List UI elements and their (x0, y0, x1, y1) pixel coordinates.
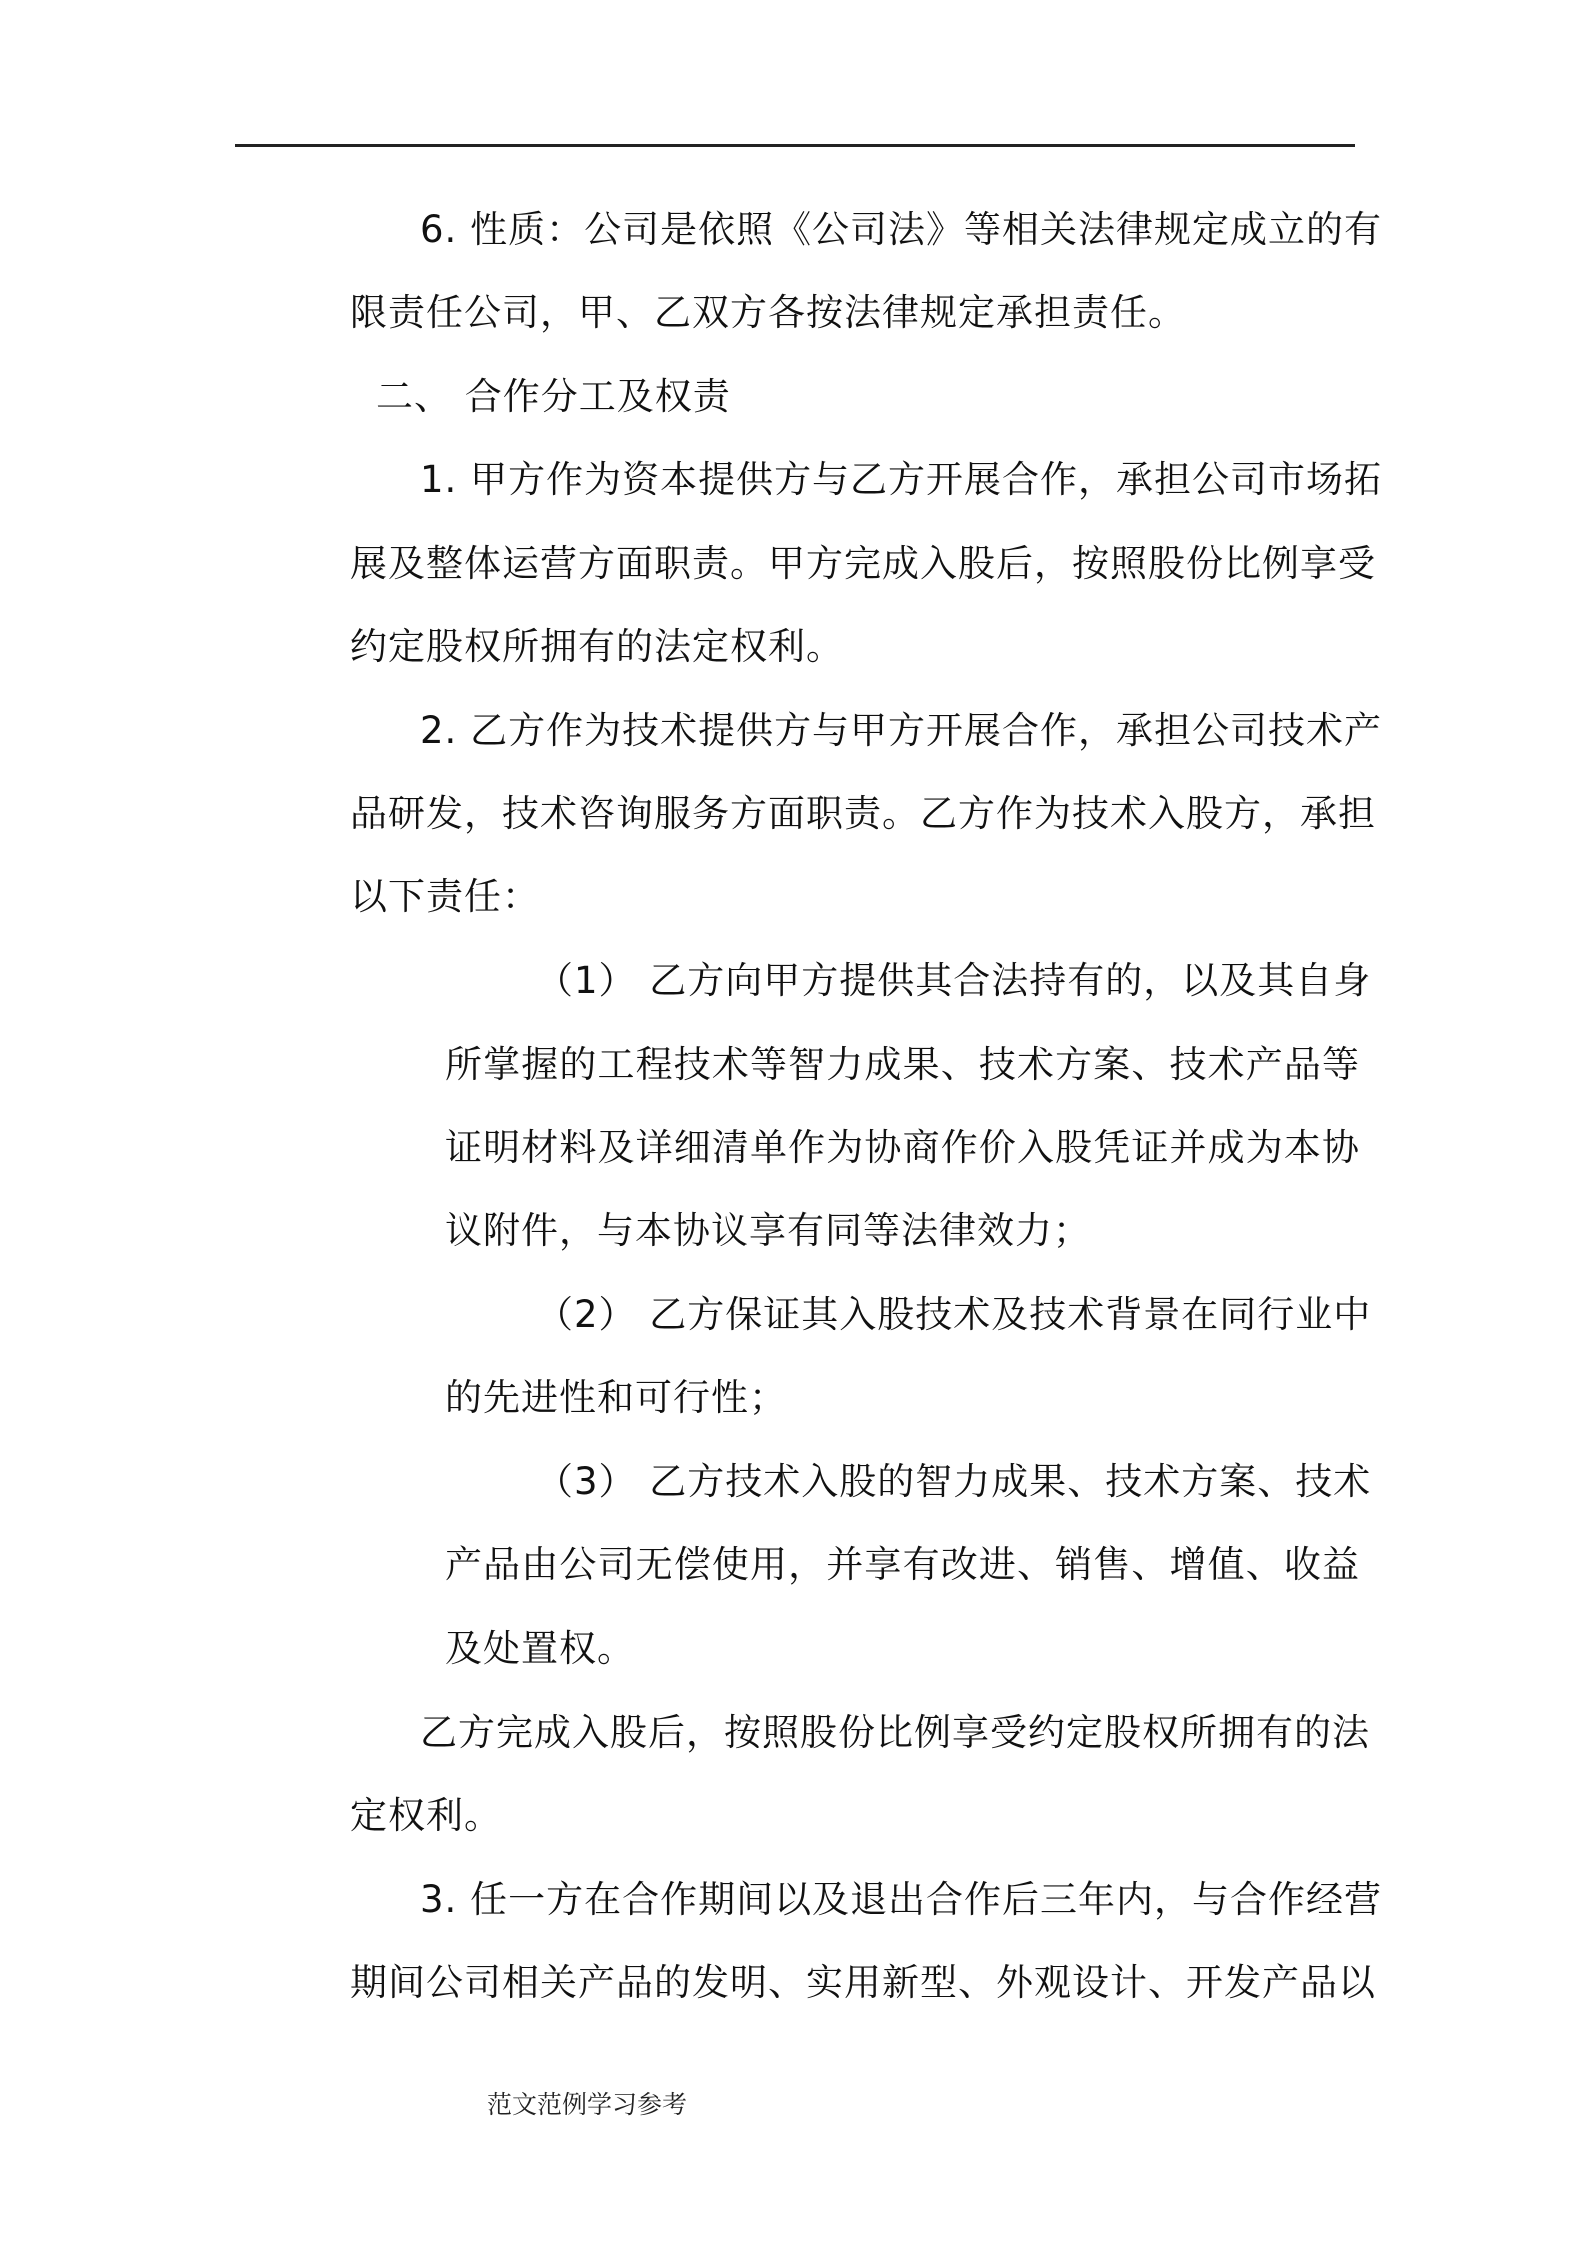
footer-text: 范文范例学习参考 (487, 2090, 688, 2119)
item-1-line-1: （1） 乙方向甲方提供其合法持有的，以及其自身 (536, 959, 1372, 1002)
paragraph-2-line-1: 2. 乙方作为技术提供方与甲方开展合作，承担公司技术产 (420, 709, 1383, 752)
item-1-line-4: 议附件，与本协议享有同等法律效力； (445, 1209, 1091, 1252)
item-3-line-2: 产品由公司无偿使用，并享有改进、销售、增值、收益 (445, 1543, 1360, 1586)
paragraph-6-line-2: 限责任公司，甲、乙双方各按法律规定承担责任。 (350, 291, 1186, 334)
paragraph-2-line-2: 品研发，技术咨询服务方面职责。乙方作为技术入股方，承担 (350, 792, 1376, 835)
item-2-line-1: （2） 乙方保证其入股技术及技术背景在同行业中 (536, 1293, 1372, 1336)
section-heading-2: 二、 合作分工及权责 (376, 375, 731, 418)
paragraph-2-line-3: 以下责任： (350, 875, 540, 918)
item-1-line-2: 所掌握的工程技术等智力成果、技术方案、技术产品等 (445, 1043, 1360, 1086)
paragraph-1-line-3: 约定股权所拥有的法定权利。 (350, 625, 844, 668)
closing-line-2: 定权利。 (350, 1794, 502, 1837)
paragraph-3-line-2: 期间公司相关产品的发明、实用新型、外观设计、开发产品以 (350, 1961, 1376, 2004)
item-1-line-3: 证明材料及详细清单作为协商作价入股凭证并成为本协 (445, 1126, 1360, 1169)
paragraph-1-line-1: 1. 甲方作为资本提供方与乙方开展合作，承担公司市场拓 (420, 458, 1383, 501)
item-2-line-2: 的先进性和可行性； (445, 1376, 787, 1419)
header-rule (235, 144, 1355, 147)
closing-line-1: 乙方完成入股后，按照股份比例享受约定股权所拥有的法 (420, 1711, 1370, 1754)
paragraph-6-line-1: 6. 性质：公司是依照《公司法》等相关法律规定成立的有 (420, 208, 1383, 251)
paragraph-3-line-1: 3. 任一方在合作期间以及退出合作后三年内，与合作经营 (420, 1878, 1383, 1921)
item-3-line-1: （3） 乙方技术入股的智力成果、技术方案、技术 (536, 1460, 1372, 1503)
paragraph-1-line-2: 展及整体运营方面职责。甲方完成入股后，按照股份比例享受 (350, 542, 1376, 585)
item-3-line-3: 及处置权。 (445, 1627, 635, 1670)
